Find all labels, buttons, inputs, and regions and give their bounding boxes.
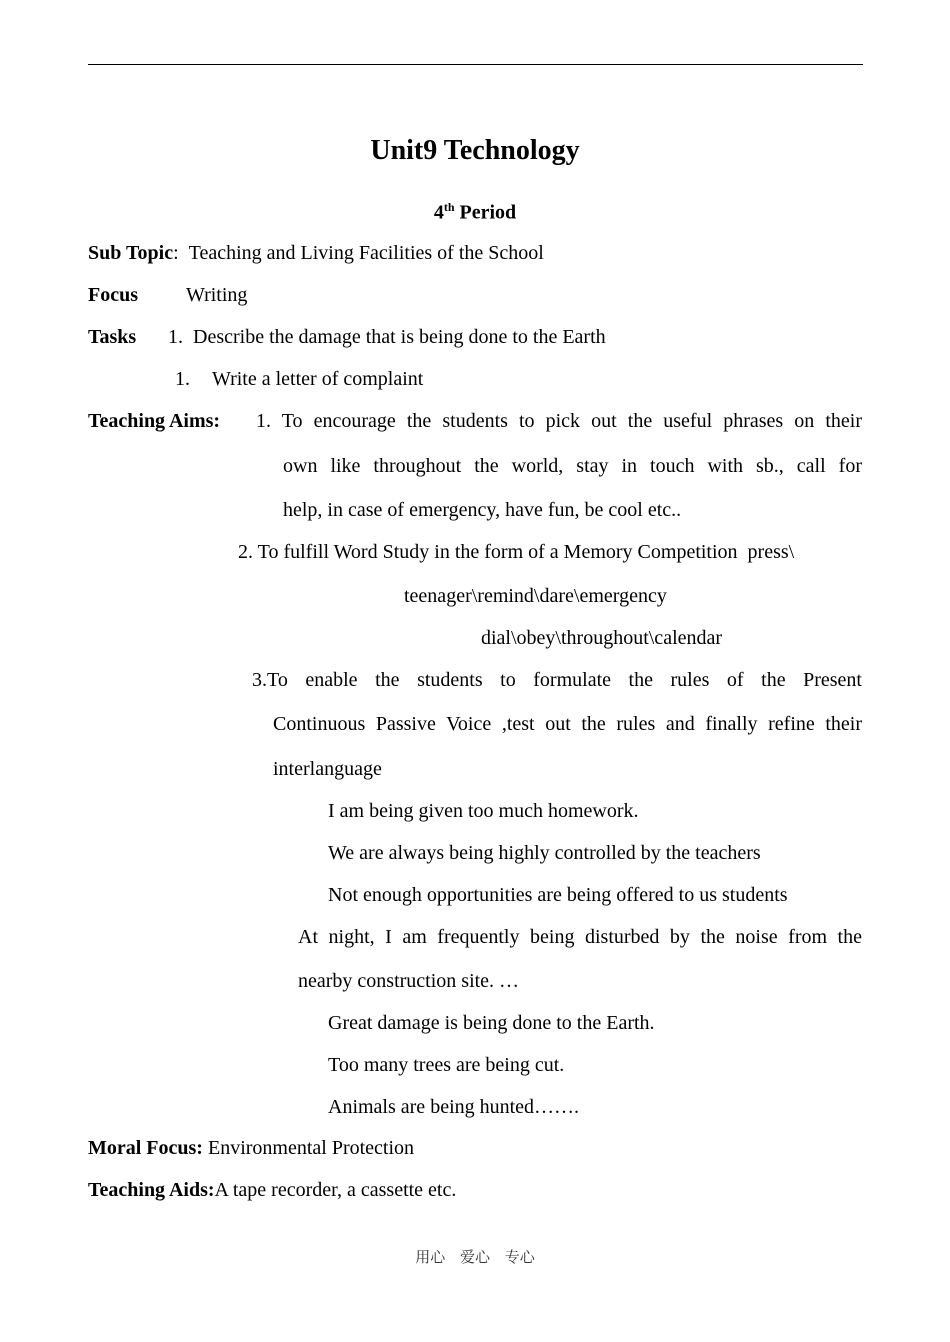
task-number: 1. bbox=[168, 326, 183, 348]
task-item bbox=[175, 368, 423, 391]
night-example-line-1: At night, I am frequently being disturbed by the noise from the bbox=[298, 926, 862, 948]
teaching-aids-label: Teaching Aids: bbox=[88, 1179, 215, 1201]
sub-topic-label: Sub Topic bbox=[88, 242, 174, 264]
task-text: Write a letter of complaint bbox=[212, 368, 424, 390]
example-sentence: Great damage is being done to the Earth. bbox=[328, 1012, 655, 1034]
period-label: Period bbox=[459, 201, 517, 224]
task-number: 1. bbox=[175, 368, 190, 390]
focus-value: Writing bbox=[186, 284, 248, 306]
aim-1-line-2: own like throughout the world, stay in touch with sb., call for bbox=[283, 455, 862, 477]
sub-topic-value: Teaching and Living Facilities of the School bbox=[188, 242, 544, 264]
moral-focus-label: Moral Focus: bbox=[88, 1137, 203, 1159]
aim-3-line-3: interlanguage bbox=[273, 758, 382, 780]
aim-1-line-1: 1. To encourage the students to pick out the useful phrases on their bbox=[256, 410, 862, 432]
aim-3-line-2: Continuous Passive Voice ,test out the rules and finally refine their bbox=[273, 713, 862, 735]
example-sentence: We are always being highly controlled by the teachers bbox=[328, 842, 761, 864]
moral-focus-line bbox=[88, 1137, 414, 1160]
task-text: Describe the damage that is being done to the Earth bbox=[193, 326, 606, 348]
teaching-aids-line bbox=[88, 1179, 456, 1202]
document-title: Unit9 Technology bbox=[370, 135, 580, 166]
aim-2-line-3: dial\obey\throughout\calendar bbox=[481, 627, 723, 649]
example-sentence: Not enough opportunities are being offered to us students bbox=[328, 884, 788, 906]
tasks-label: Tasks bbox=[88, 326, 137, 348]
teaching-aids-value: A tape recorder, a cassette etc. bbox=[214, 1179, 457, 1201]
aim-2-line-2: teenager\remind\dare\emergency bbox=[404, 585, 667, 607]
moral-focus-value: Environmental Protection bbox=[207, 1137, 415, 1159]
page-footer: 用心 爱心 专心 bbox=[415, 1248, 535, 1266]
focus-label: Focus bbox=[88, 284, 138, 306]
teaching-aims-label: Teaching Aims: bbox=[88, 410, 221, 432]
header-rule bbox=[88, 64, 863, 65]
example-sentence: Too many trees are being cut. bbox=[328, 1054, 565, 1076]
period-suffix: th bbox=[443, 200, 455, 214]
period-number: 4 bbox=[433, 201, 444, 224]
sub-topic-line bbox=[88, 242, 544, 265]
aim-3-line-1: 3.To enable the students to formulate the rules of the Present bbox=[252, 669, 862, 691]
aim-1-line-3: help, in case of emergency, have fun, be cool etc.. bbox=[283, 499, 682, 521]
example-sentence: I am being given too much homework. bbox=[328, 800, 639, 822]
period-heading bbox=[0, 200, 950, 225]
aim-2-line-1: 2. To fulfill Word Study in the form of a Memory Competition press\ bbox=[238, 541, 795, 563]
task-item bbox=[168, 326, 606, 349]
example-sentence: Animals are being hunted……. bbox=[328, 1096, 580, 1118]
sub-topic-sep: : bbox=[173, 242, 179, 264]
night-example-line-2: nearby construction site. … bbox=[298, 970, 520, 992]
